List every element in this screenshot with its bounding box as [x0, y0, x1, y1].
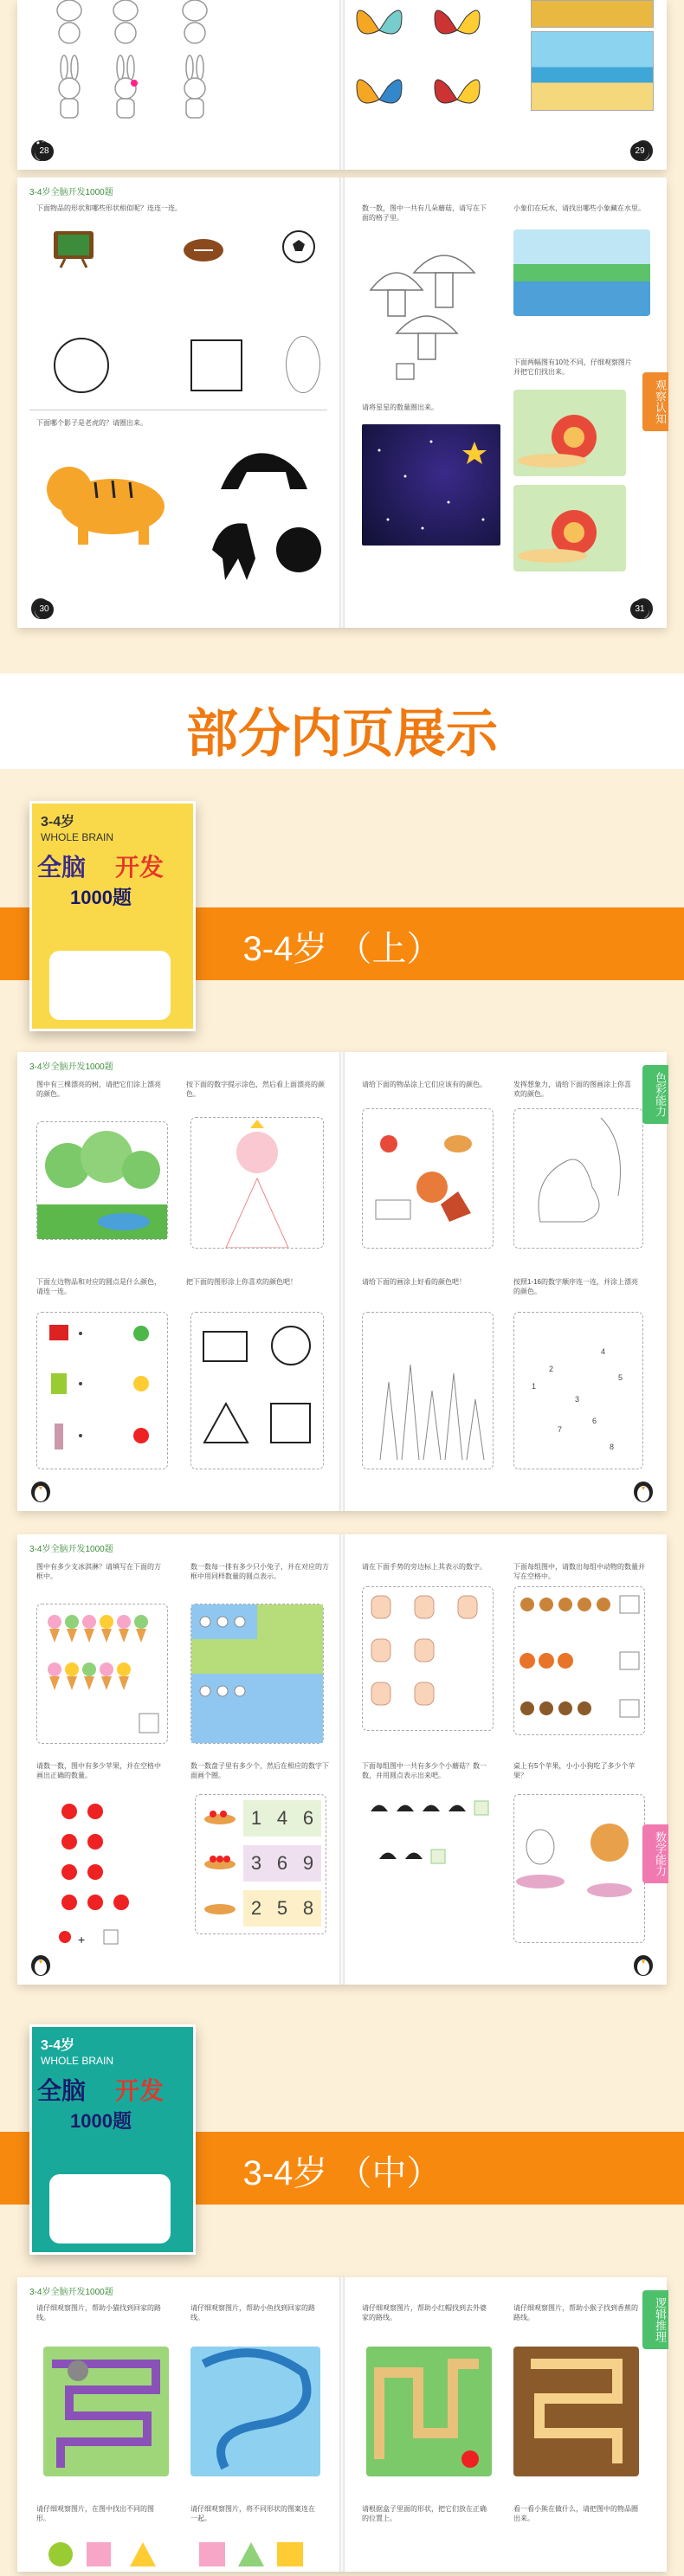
logic-book-spread — [17, 2277, 667, 2572]
number-cell: 3 — [250, 1852, 262, 1874]
question-text: 请仔细观察图片，帮助小红帽找到去外婆家的路线。 — [362, 2304, 487, 2321]
book-header: 3-4岁全脑开发1000题 — [29, 2288, 113, 2297]
book-header: 3-4岁全脑开发1000题 — [29, 188, 113, 197]
spread4-right-page — [345, 1534, 667, 1985]
number-grid-box — [195, 1794, 326, 1934]
number-row — [243, 1800, 321, 1837]
cover-art — [49, 2174, 171, 2244]
book-header: 3-4岁全脑开发1000题 — [29, 1545, 113, 1554]
maze-cat-illustration — [43, 2347, 169, 2476]
ice-cream-icons — [37, 1604, 167, 1743]
penguin-mascot-icon — [632, 1476, 655, 1502]
cover-brand: WHOLE BRAIN — [41, 2055, 114, 2067]
snail-scene-top — [513, 390, 626, 476]
question-text: 下面两幅图有10处不同，仔细观察图片并把它们找出来。 — [513, 358, 632, 376]
cover-title-a: 全脑 — [37, 2077, 87, 2104]
question-text: 发挥想象力，请给下面的图画涂上你喜欢的颜色。 — [513, 1081, 631, 1098]
question-text: 请数一数，图中有多少苹果，并在空格中画出正确的数量。 — [36, 1762, 161, 1779]
penguin-mascot-icon — [632, 1950, 655, 1976]
spread3-left-page — [17, 1052, 339, 1511]
shapes-strip-2 — [190, 2537, 320, 2572]
dot-number: 3 — [575, 1395, 580, 1404]
question-text: 请仔细观察图片，帮助小猴子找到香蕉的路线。 — [513, 2304, 638, 2321]
question-text: 请仔细观察图片，帮助小猫找到回家的路线。 — [36, 2304, 161, 2321]
cover-title-b: 开发 — [115, 854, 165, 881]
apples-illustration — [52, 1794, 156, 1963]
rabbit-count-box — [190, 1604, 324, 1744]
volume1-banner-label: 3-4岁 （上） — [242, 930, 442, 968]
ice-cream-box — [36, 1604, 168, 1744]
oval-shape — [286, 336, 320, 393]
question-text: 看一看小熊在做什么，请把图中的物品圈出来。 — [513, 2505, 638, 2522]
question-text: 图中有多少支冰淇淋？请填写在下面的方框中。 — [36, 1563, 161, 1580]
volume1-cover — [29, 801, 196, 1031]
side-tab-label: 色彩能力 — [642, 1065, 668, 1124]
question-text: 下面左边物品和对应的圆点是什么颜色，请连一连。 — [36, 1278, 161, 1295]
question-text: 下面物品的形状和哪些形状相似呢？连连一连。 — [36, 204, 182, 212]
volume2-cover — [29, 2024, 196, 2255]
dot-number: 6 — [592, 1417, 597, 1425]
question-text: 请根据盒子里面的形状，把它们放在正确的位置上。 — [362, 2505, 487, 2522]
spread5-right-page — [345, 2277, 667, 2572]
number-cell: 8 — [302, 1897, 314, 1919]
penguin-mascot-icon — [29, 1476, 52, 1502]
trees-illustration-box — [36, 1121, 168, 1240]
dot-number: 1 — [532, 1382, 537, 1391]
page-number-left: 28 — [35, 142, 54, 161]
cover-title-c: 1000题 — [70, 887, 132, 908]
elephant-water-scene — [513, 229, 650, 316]
volume2-banner-label: 3-4岁 （中） — [242, 2154, 442, 2192]
dot-number: 2 — [549, 1365, 554, 1373]
number-cell: 1 — [250, 1807, 262, 1829]
table-scene-box — [513, 1794, 645, 1943]
cover-age: 3-4岁 — [41, 2038, 75, 2053]
objects-coloring-box — [362, 1108, 494, 1249]
number-row — [243, 1890, 321, 1927]
maze-fish-illustration — [190, 2347, 320, 2476]
cover-title-c: 1000题 — [70, 2110, 132, 2132]
question-text: 请仔细观察图片，帮助小鱼找到回家的路线。 — [190, 2304, 315, 2321]
maze-monkey-illustration — [513, 2347, 639, 2476]
page-number-right: 31 — [630, 600, 649, 619]
page-number-right: 29 — [630, 142, 649, 161]
question-text: 按下面的数字提示涂色，然后看上面漂亮的颜色。 — [186, 1081, 325, 1098]
question-text: 请仔细观察图片，将不同形状的图案连在一起。 — [190, 2505, 315, 2522]
bunny-illustration-row — [52, 0, 312, 35]
number-cell: 6 — [276, 1852, 288, 1874]
question-text: 小象们在玩水，请找出哪些小象藏在水里。 — [513, 204, 645, 212]
apple-plus-sign: + — [78, 1933, 86, 1947]
dot-number: 7 — [558, 1425, 563, 1434]
shapes-box — [190, 1312, 324, 1469]
observation-book-spread — [17, 178, 667, 628]
number-cell: 4 — [276, 1807, 288, 1829]
shapes-strip — [43, 2537, 169, 2572]
spread2-left-page — [17, 178, 339, 628]
dot-number: 4 — [601, 1347, 606, 1356]
mushroom-drawing — [362, 238, 500, 390]
book-header: 3-4岁全脑开发1000题 — [29, 1062, 113, 1072]
number-cell: 2 — [250, 1897, 262, 1919]
tv-icon — [52, 229, 95, 273]
cover-brand: WHOLE BRAIN — [41, 831, 114, 843]
section-title: 部分内页展示 — [186, 705, 498, 763]
page-number-left: 30 — [35, 600, 54, 619]
question-text: 桌上有5个苹果，小小小狗吃了多少个苹果？ — [513, 1762, 636, 1779]
question-text: 下面哪个影子是老虎的？请圈出来。 — [36, 419, 147, 427]
spread3-right-page — [345, 1052, 667, 1511]
top-book-spread — [17, 0, 667, 170]
number-row — [243, 1845, 321, 1882]
side-tab-label: 逻辑推理 — [642, 2290, 668, 2349]
maze-red-riding-hood — [366, 2347, 492, 2476]
spread5-left-page — [17, 2277, 339, 2572]
beach-scene-image-2 — [531, 31, 654, 111]
number-cell: 6 — [302, 1807, 314, 1829]
spread4-left-page — [17, 1534, 339, 1985]
football-icon — [182, 236, 225, 268]
question-text: 按照1-16的数字顺序连一连，并涂上漂亮的颜色。 — [513, 1278, 639, 1295]
question-text: 请给下面的画涂上好看的颜色吧！ — [362, 1278, 466, 1286]
question-text: 下面每组图中一共有多少个小蘑菇？数一数，并用圆点表示出来吧。 — [362, 1762, 487, 1779]
spread2-right-page — [345, 178, 667, 628]
question-text: 请仔细观察图片，在图中找出不同的图形。 — [36, 2505, 154, 2522]
animal-count-box — [513, 1586, 645, 1735]
grass-drawing-box — [362, 1312, 494, 1469]
top-left-page — [17, 0, 339, 170]
cover-title-b: 开发 — [115, 2077, 165, 2104]
dot-number: 5 — [618, 1373, 623, 1382]
beach-scene-image — [531, 0, 654, 28]
color-book-spread — [17, 1052, 667, 1511]
question-text: 数一数，图中一共有几朵蘑菇，请写在下面的格子里。 — [362, 204, 487, 222]
starry-sky-image — [362, 424, 500, 546]
princess-illustration-box — [190, 1117, 324, 1249]
tiger-illustration — [43, 455, 173, 554]
animal-silhouettes — [203, 437, 325, 589]
side-tab-label: 数学能力 — [642, 1824, 668, 1883]
number-cell: 5 — [276, 1897, 288, 1919]
butterfly-illustrations — [353, 0, 518, 130]
number-cell: 9 — [302, 1852, 314, 1874]
question-text: 请将星星的数量圈出来。 — [362, 404, 438, 411]
dot-number: 8 — [610, 1443, 615, 1451]
question-text: 下面每组图中，请数出每组中动物的数量并写在空格中。 — [513, 1563, 645, 1580]
side-tab-label: 观察认知 — [642, 372, 668, 431]
top-right-page — [345, 0, 667, 170]
penguin-mascot-icon — [29, 1950, 52, 1976]
square-shape — [190, 339, 242, 391]
question-text: 数一数每一排有多少只小兔子，并在对应的方框中用同样数量的圆点表示。 — [190, 1563, 329, 1580]
hand-gestures-box — [362, 1586, 494, 1731]
dot-to-dot-box — [513, 1312, 643, 1469]
cover-title-a: 全脑 — [37, 854, 87, 881]
question-text: 数一数盘子里有多少个，然后在相应的数字下面画个圈。 — [190, 1762, 329, 1779]
question-text: 把下面的图形涂上你喜欢的颜色吧！ — [186, 1278, 297, 1286]
snail-scene-bottom — [513, 485, 626, 571]
cover-art — [49, 951, 171, 1020]
question-text: 图中有三棵漂亮的树，请把它们涂上漂亮的颜色。 — [36, 1081, 161, 1098]
matching-objects-box — [36, 1312, 168, 1469]
mushroom-count-illustration — [362, 1794, 492, 1894]
question-text: 请给下面的物品涂上它们应该有的颜色。 — [362, 1081, 487, 1088]
swan-drawing-box — [513, 1108, 643, 1249]
math-book-spread — [17, 1534, 667, 1985]
circle-shape — [54, 338, 109, 393]
question-text: 请在下面手势的旁边标上其表示的数字。 — [362, 1563, 487, 1571]
soccer-ball-icon — [281, 229, 316, 268]
cover-age: 3-4岁 — [41, 815, 75, 830]
